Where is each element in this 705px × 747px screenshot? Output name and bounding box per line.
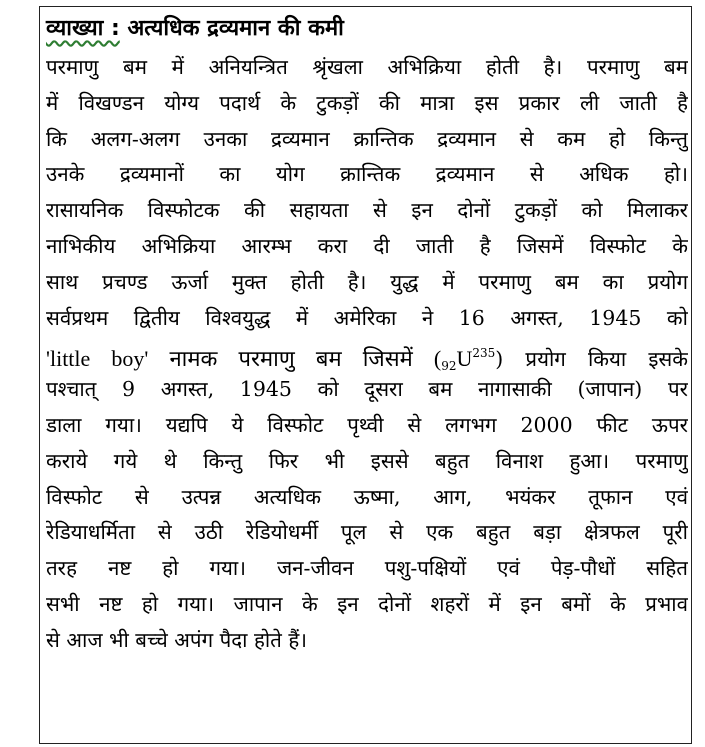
heading-row [46, 10, 344, 44]
paragraph-line: सभी नष्ट हो गया। जापान के इन दोनों शहरों में इन बमों के प्रभाव [46, 591, 688, 616]
isotope-atomic-number: 92 [441, 359, 457, 373]
paragraph-line: तरह नष्ट हो गया। जन-जीवन पशु-पक्षियों एवं पेड़-पौधों सहित [46, 556, 688, 581]
paragraph-line: नाभिकीय अभिक्रिया आरम्भ करा दी जाती है जिसमें विस्फोट के [46, 233, 688, 258]
paragraph-line-isotope [46, 336, 688, 372]
heading [46, 12, 344, 42]
paragraph-line: परमाणु बम में अनियन्त्रित श्रृंखला अभिक्रिया होती है। परमाणु बम [46, 55, 688, 79]
paragraph-line: कराये गये थे किन्तु फिर भी इससे बहुत विनाश हुआ। परमाणु [46, 448, 688, 473]
paragraph-line: उनके द्रव्यमानों का योग क्रान्तिक द्रव्यमान से अधिक हो। [46, 162, 688, 187]
isotope-line-after: ) प्रयोग किया इसके [495, 347, 688, 372]
heading-label: व्याख्या : [46, 16, 120, 41]
paragraph-line: रेडियाधर्मिता से उठी रेडियोधर्मी पूल से एक बहुत बड़ा क्षेत्रफल पूरी [46, 520, 688, 545]
paragraph-line: विस्फोट से उत्पन्न अत्यधिक ऊष्मा, आग, भयंकर तूफान एवं [46, 484, 688, 509]
paragraph-line: रासायनिक विस्फोटक की सहायता से इन दोनों टुकड़ों को मिलाकर [46, 198, 688, 223]
paragraph-line: कि अलग-अलग उनका द्रव्यमान क्रान्तिक द्रव्यमान से कम हो किन्तु [46, 126, 688, 151]
isotope-line-before: 'little boy' नामक परमाणु बम जिसमें ( [46, 346, 442, 372]
paragraph-line: सर्वप्रथम द्वितीय विश्वयुद्ध में अमेरिका ने 16 अगस्त, 1945 को [46, 305, 688, 330]
paragraph-line: साथ प्रचण्ड ऊर्जा मुक्त होती है। युद्ध में परमाणु बम का प्रयोग [46, 269, 688, 294]
paragraph-line: में विखण्डन योग्य पदार्थ के टुकड़ों की मात्रा इस प्रकार ली जाती है [46, 90, 688, 115]
paragraph-line-last: से आज भी बच्चे अपंग पैदा होते हैं। [46, 627, 308, 652]
isotope-element-symbol: U [456, 346, 473, 372]
explanation-paragraph [46, 50, 688, 659]
heading-text: अत्यधिक द्रव्यमान की कमी [119, 16, 344, 41]
isotope-mass-number: 235 [472, 346, 496, 361]
paragraph-line: डाला गया। यद्यपि ये विस्फोट पृथ्वी से लगभग 2000 फीट ऊपर [46, 412, 688, 437]
paragraph-line: पश्चात् 9 अगस्त, 1945 को दूसरा बम नागासाकी (जापान) पर [46, 377, 688, 402]
